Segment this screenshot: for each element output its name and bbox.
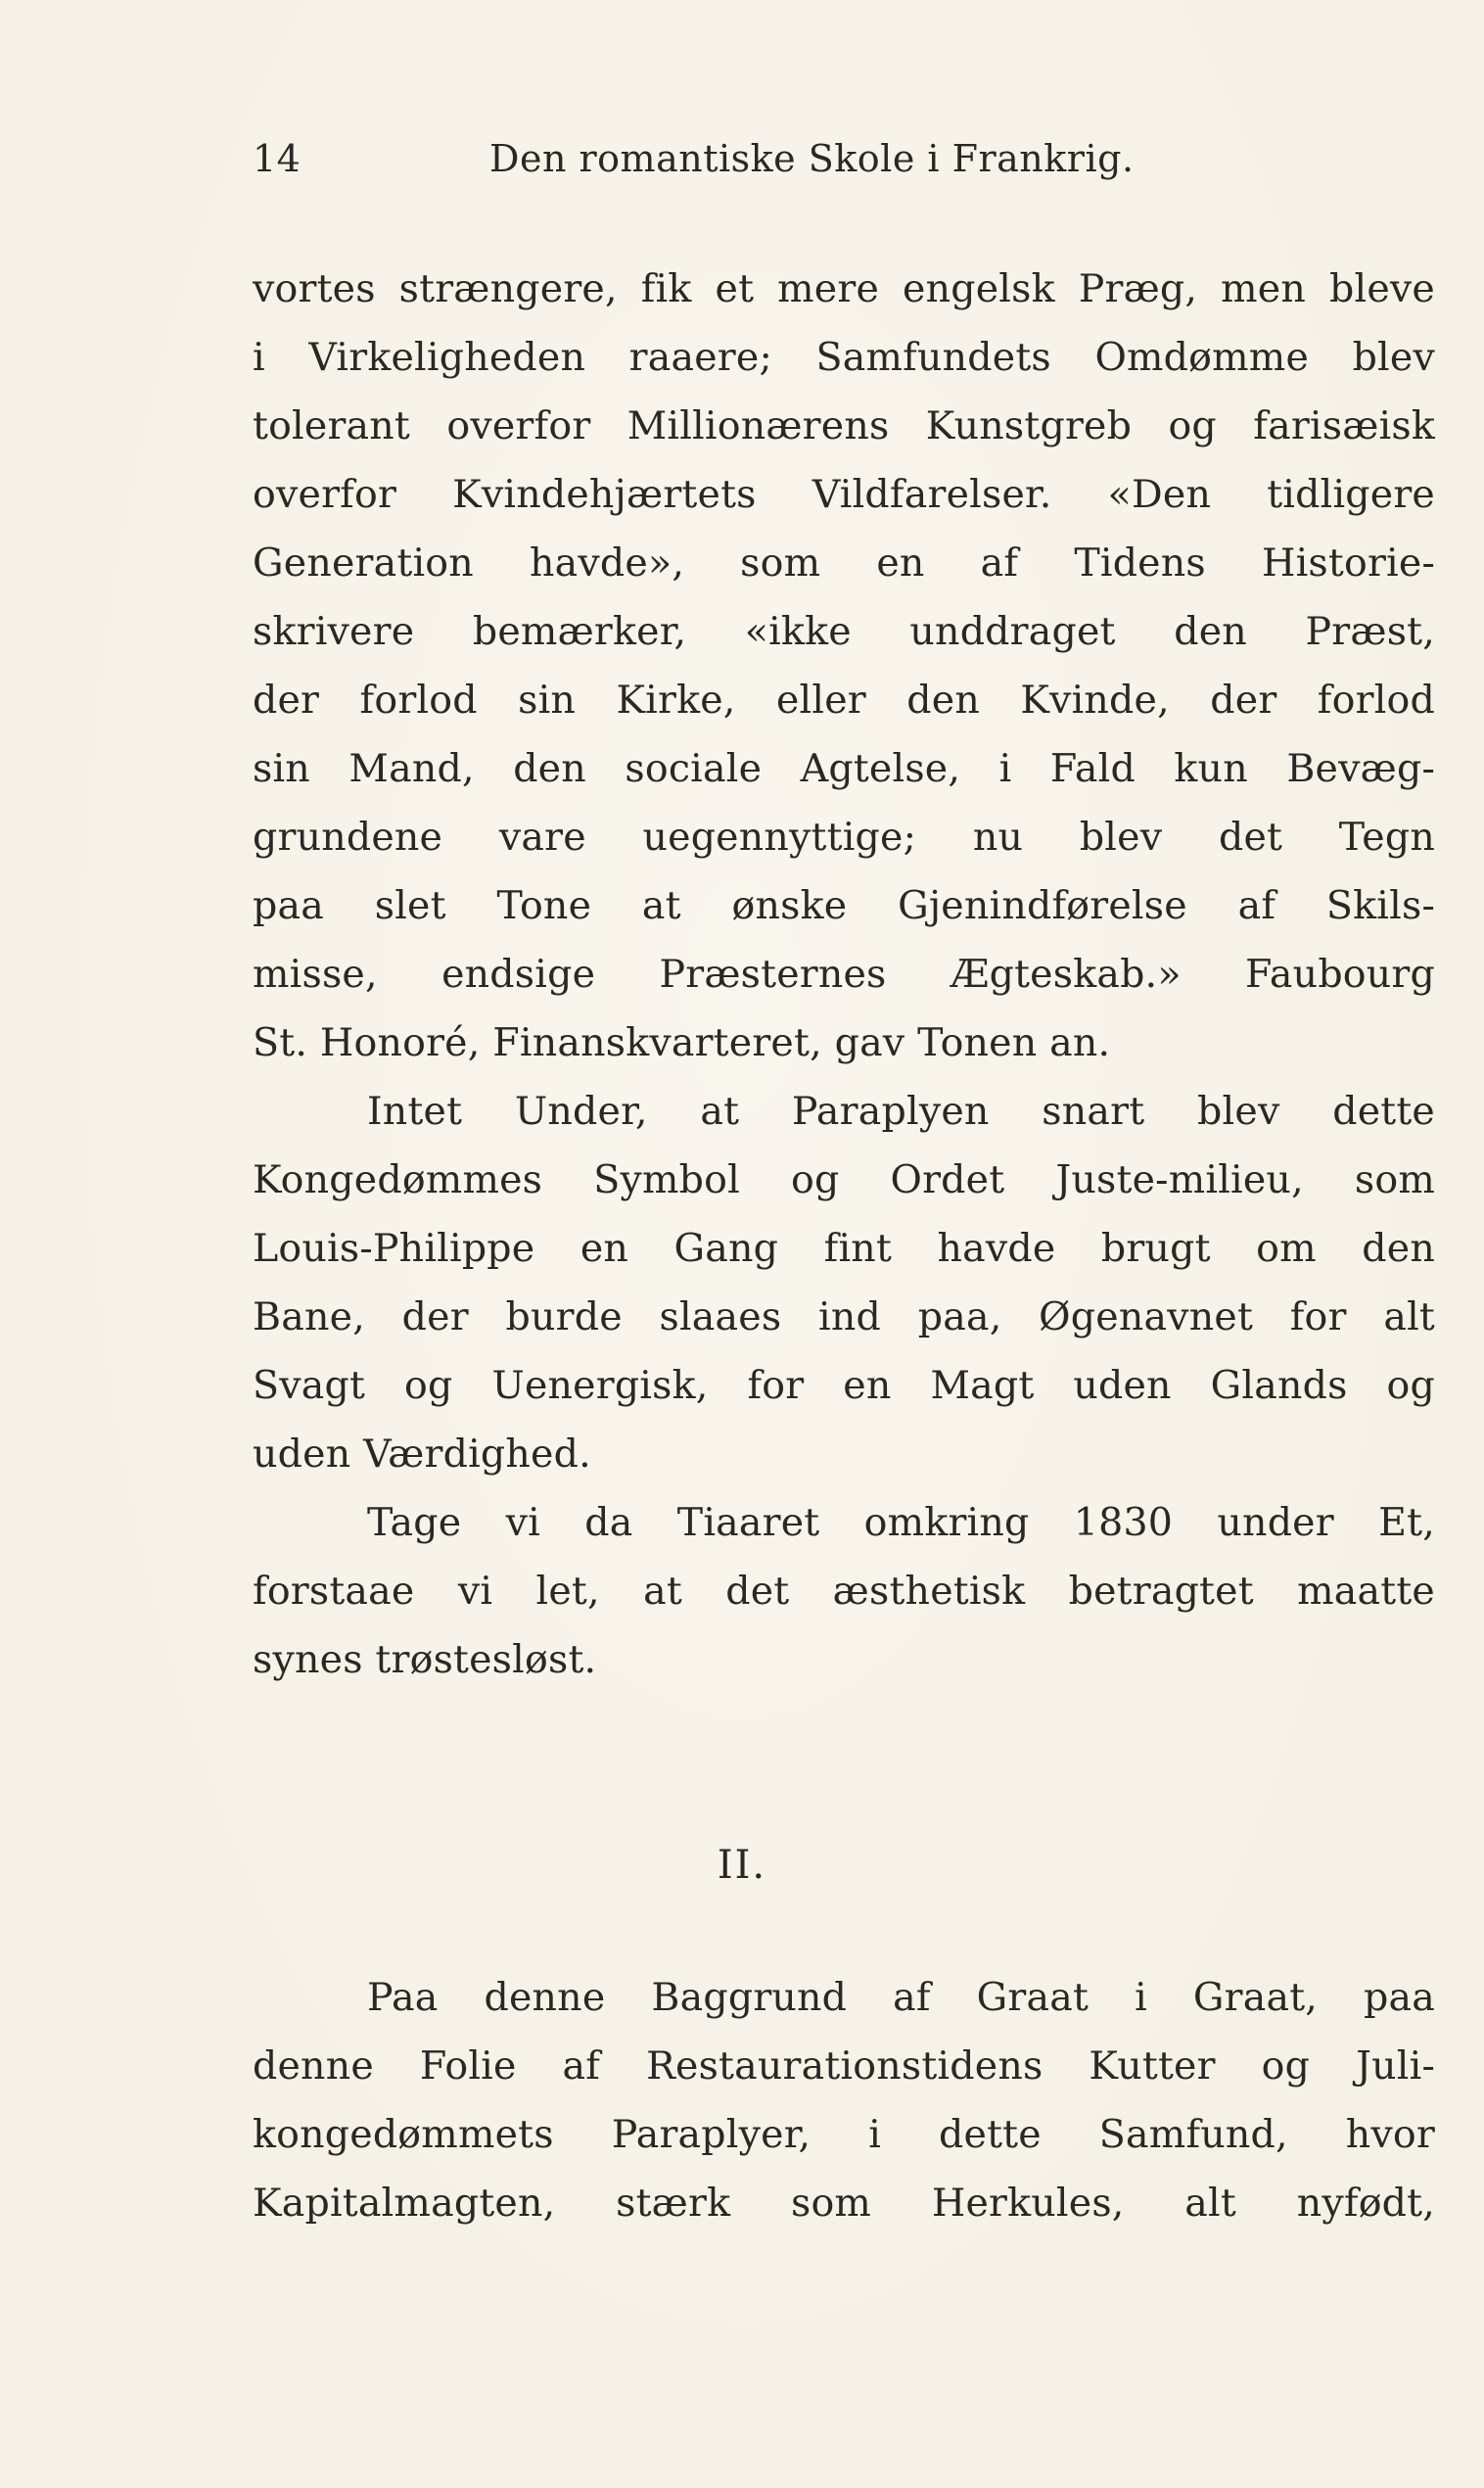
text-line: misse, endsige Præsternes Ægteskab.» Faubourg — [253, 952, 1435, 997]
text-line: tolerant overfor Millionærens Kunstgreb og farisæisk — [253, 403, 1435, 448]
text-line: denne Folie af Restaurationstidens Kutter og Juli- — [253, 2043, 1435, 2089]
text-line: paa slet Tone at ønske Gjenindførelse af Skils- — [253, 883, 1435, 928]
text-line: Svagt og Uenergisk, for en Magt uden Glands og — [253, 1363, 1435, 1408]
text-line: kongedømmets Paraplyer, i dette Samfund, hvor — [253, 2112, 1435, 2157]
text-line: Kapitalmagten, stærk som Herkules, alt nyfødt, — [253, 2181, 1435, 2226]
text-line: St. Honoré, Finanskvarteret, gav Tonen an. — [253, 1020, 1111, 1065]
text-line: overfor Kvindehjærtets Vildfarelser. «Den tidligere — [253, 472, 1435, 517]
text-line: skrivere bemærker, «ikke unddraget den Præst, — [253, 609, 1435, 654]
running-title: Den romantiske Skole i Frankrig. — [489, 137, 1135, 180]
text-line: sin Mand, den sociale Agtelse, i Fald kun Bevæg- — [253, 746, 1435, 791]
text-line: i Virkeligheden raaere; Samfundets Omdømme blev — [253, 335, 1435, 380]
text-line: synes trøstesløst. — [253, 1637, 597, 1682]
text-line: Louis-Philippe en Gang fint havde brugt om den — [253, 1226, 1435, 1271]
text-line: forstaae vi let, at det æsthetisk betragtet maatte — [253, 1569, 1435, 1614]
section-heading: II. — [717, 1843, 767, 1888]
page-header — [253, 137, 1231, 196]
text-line: uden Værdighed. — [253, 1432, 591, 1477]
text-line: Kongedømmes Symbol og Ordet Juste-milieu, som — [253, 1157, 1435, 1202]
text-line: grundene vare uegennyttige; nu blev det Tegn — [253, 815, 1435, 860]
text-line: vortes strængere, fik et mere engelsk Præg, men bleve — [253, 266, 1435, 311]
text-line: der forlod sin Kirke, eller den Kvinde, der forlod — [253, 678, 1435, 723]
text-line: Tage vi da Tiaaret omkring 1830 under Et, — [367, 1500, 1435, 1545]
text-line: Bane, der burde slaaes ind paa, Øgenavnet for alt — [253, 1294, 1435, 1339]
text-line: Generation havde», som en af Tidens Historie- — [253, 540, 1435, 586]
text-line: Intet Under, at Paraplyen snart blev dette — [367, 1089, 1435, 1134]
text-line: Paa denne Baggrund af Graat i Graat, paa — [367, 1975, 1435, 2020]
page-number: 14 — [253, 137, 301, 180]
